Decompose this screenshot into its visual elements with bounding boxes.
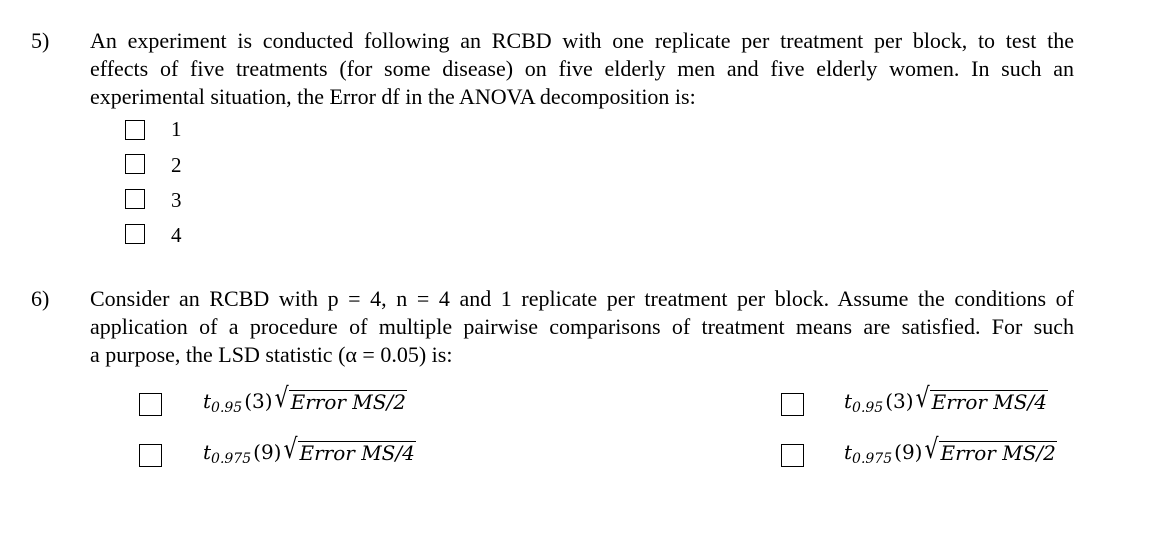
- q5-option-1-label: 1: [171, 117, 182, 141]
- q6-option-b-checkbox[interactable]: [781, 393, 804, 416]
- formula-radicand: Error MS/4: [931, 390, 1047, 414]
- formula-t: t: [203, 440, 212, 464]
- question-5-line-1: An experiment is conducted following an RCBD with one replicate per treatment per block, to test the: [90, 28, 1074, 53]
- question-5-line-2: effects of five treatments (for some disease) on five elderly men and five elderly women. In such an: [90, 56, 1074, 81]
- sqrt-symbol: √ Error MS/4: [283, 434, 415, 466]
- question-6-line-2: application of a procedure of multiple pairwise comparisons of treatment means are satisfied. For such: [90, 314, 1074, 339]
- q5-option-4-label: 4: [171, 223, 182, 247]
- q6-option-b-formula: [844, 383, 1048, 416]
- q6-option-c-formula: [203, 434, 416, 467]
- sqrt-symbol: √ Error MS/4: [915, 383, 1047, 415]
- q5-option-4-checkbox[interactable]: [125, 224, 145, 244]
- formula-df: (9): [253, 440, 282, 464]
- question-6-line-1: Consider an RCBD with p = 4, n = 4 and 1 replicate per treatment per block. Assume the conditions of: [90, 286, 1074, 311]
- q5-option-3-label: 3: [171, 188, 182, 212]
- question-6-line-3: a purpose, the LSD statistic (α = 0.05) is:: [90, 342, 453, 367]
- formula-quantile: 0.95: [211, 400, 243, 416]
- formula-t: t: [203, 389, 212, 413]
- q6-option-d-checkbox[interactable]: [781, 444, 804, 467]
- formula-radicand: Error MS/2: [290, 390, 406, 414]
- question-5-text: [90, 27, 1074, 111]
- q6-option-c-checkbox[interactable]: [139, 444, 162, 467]
- q5-option-1-checkbox[interactable]: [125, 120, 145, 140]
- formula-quantile: 0.975: [852, 451, 893, 467]
- formula-df: (3): [244, 389, 273, 413]
- sqrt-symbol: √ Error MS/2: [274, 383, 406, 415]
- formula-radicand: Error MS/2: [940, 441, 1056, 465]
- question-5-number: 5): [31, 28, 50, 53]
- q6-option-a-formula: [203, 383, 407, 416]
- formula-t: t: [844, 389, 853, 413]
- q5-option-2-checkbox[interactable]: [125, 154, 145, 174]
- sqrt-symbol: √ Error MS/2: [924, 434, 1056, 466]
- formula-df: (3): [885, 389, 914, 413]
- q5-option-2-label: 2: [171, 153, 182, 177]
- question-6-text: [90, 285, 1074, 369]
- formula-quantile: 0.95: [852, 400, 884, 416]
- formula-df: (9): [894, 440, 923, 464]
- q5-option-3-checkbox[interactable]: [125, 189, 145, 209]
- formula-radicand: Error MS/4: [299, 441, 415, 465]
- formula-t: t: [844, 440, 853, 464]
- q6-option-a-checkbox[interactable]: [139, 393, 162, 416]
- q6-option-d-formula: [844, 434, 1057, 467]
- formula-quantile: 0.975: [211, 451, 252, 467]
- question-6-number: 6): [31, 286, 50, 311]
- question-5-line-3: experimental situation, the Error df in the ANOVA decomposition is:: [90, 84, 696, 109]
